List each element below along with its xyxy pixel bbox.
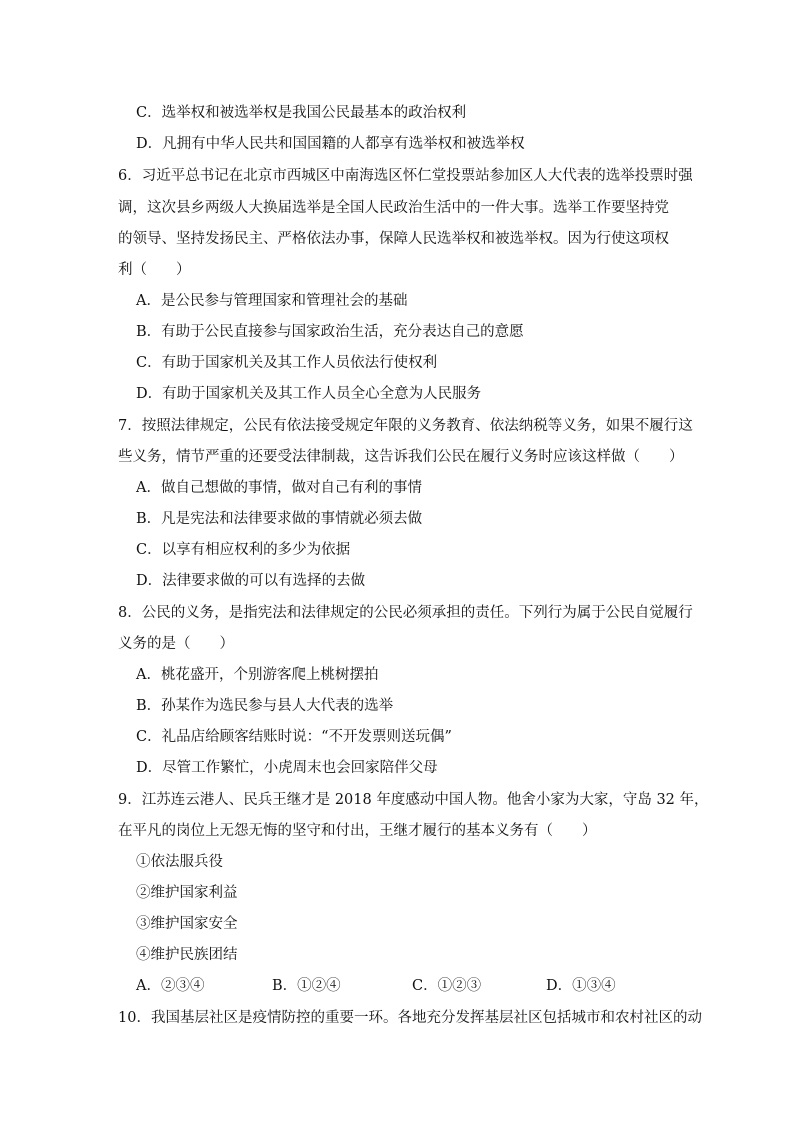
q7-option-b: B．凡是宪法和法律要求做的事情就必须去做 xyxy=(136,511,423,527)
q7-option-a: A．做自己想做的事情，做对自己有利的事情 xyxy=(136,480,422,496)
q8-stem-line: 8．公民的义务，是指宪法和法律规定的公民必须承担的责任。下列行为属于公民自觉履行 xyxy=(118,605,693,621)
q9-item-4: ④维护民族团结 xyxy=(136,947,238,963)
q9-item-1: ①依法服兵役 xyxy=(136,854,223,870)
q8-option-c: C．礼品店给顾客结账时说：“不开发票则送玩偶” xyxy=(136,729,452,745)
q8-option-d: D．尽管工作繁忙，小虎周末也会回家陪伴父母 xyxy=(136,760,438,776)
q9-stem-line: 在平凡的岗位上无怨无悔的坚守和付出，王继才履行的基本义务有（ ） xyxy=(118,823,597,839)
q6-stem-line: 调，这次县乡两级人大换届选举是全国人民政治生活中的一件大事。选举工作要坚持党 xyxy=(118,200,669,216)
q6-option-d: D．有助于国家机关及其工作人员全心全意为人民服务 xyxy=(136,386,482,402)
q7-option-d: D．法律要求做的可以有选择的去做 xyxy=(136,573,366,589)
q7-option-c: C．以享有相应权利的多少为依据 xyxy=(136,542,351,558)
q6-option-a: A．是公民参与管理国家和管理社会的基础 xyxy=(136,293,408,309)
q8-stem-line: 义务的是（ ） xyxy=(118,636,234,652)
q7-stem-line: 7．按照法律规定，公民有依法接受规定年限的义务教育、依法纳税等义务，如果不履行这 xyxy=(118,418,693,434)
q9-item-2: ②维护国家利益 xyxy=(136,885,238,901)
q9-choice-a: A．②③④ xyxy=(136,978,205,994)
q6-stem-line: 利（ ） xyxy=(118,262,191,278)
q8-option-a: A．桃花盛开，个别游客爬上桃树摆拍 xyxy=(136,667,379,683)
q8-option-b: B．孙某作为选民参与县人大代表的选举 xyxy=(136,698,394,714)
q5-option-c: C．选举权和被选举权是我国公民最基本的政治权利 xyxy=(136,105,467,121)
q9-choice-b: B．①②④ xyxy=(272,978,341,994)
q9-choice-c: C．①②③ xyxy=(412,978,482,994)
q10-stem-line: 10．我国基层社区是疫情防控的重要一环。各地充分发挥基层社区包括城市和农村社区的动 xyxy=(118,1010,702,1026)
q6-option-c: C．有助于国家机关及其工作人员依法行使权利 xyxy=(136,355,438,371)
q9-choice-d: D．①③④ xyxy=(546,978,616,994)
q6-stem-line: 6．习近平总书记在北京市西城区中南海选区怀仁堂投票站参加区人大代表的选举投票时强 xyxy=(118,168,693,184)
q7-stem-line: 些义务，情节严重的还要受法律制裁，这告诉我们公民在履行义务时应该这样做（ ） xyxy=(118,449,684,465)
q5-option-d: D．凡拥有中华人民共和国国籍的人都享有选举权和被选举权 xyxy=(136,136,525,152)
q9-item-3: ③维护国家安全 xyxy=(136,916,238,932)
q6-stem-line: 的领导、坚持发扬民主、严格依法办事，保障人民选举权和被选举权。因为行使这项权 xyxy=(118,231,669,247)
q6-option-b: B．有助于公民直接参与国家政治生活，充分表达自己的意愿 xyxy=(136,324,524,340)
q9-stem-line: 9．江苏连云港人、民兵王继才是 2018 年度感动中国人物。他舍小家为大家，守岛 32 年， xyxy=(118,792,709,808)
